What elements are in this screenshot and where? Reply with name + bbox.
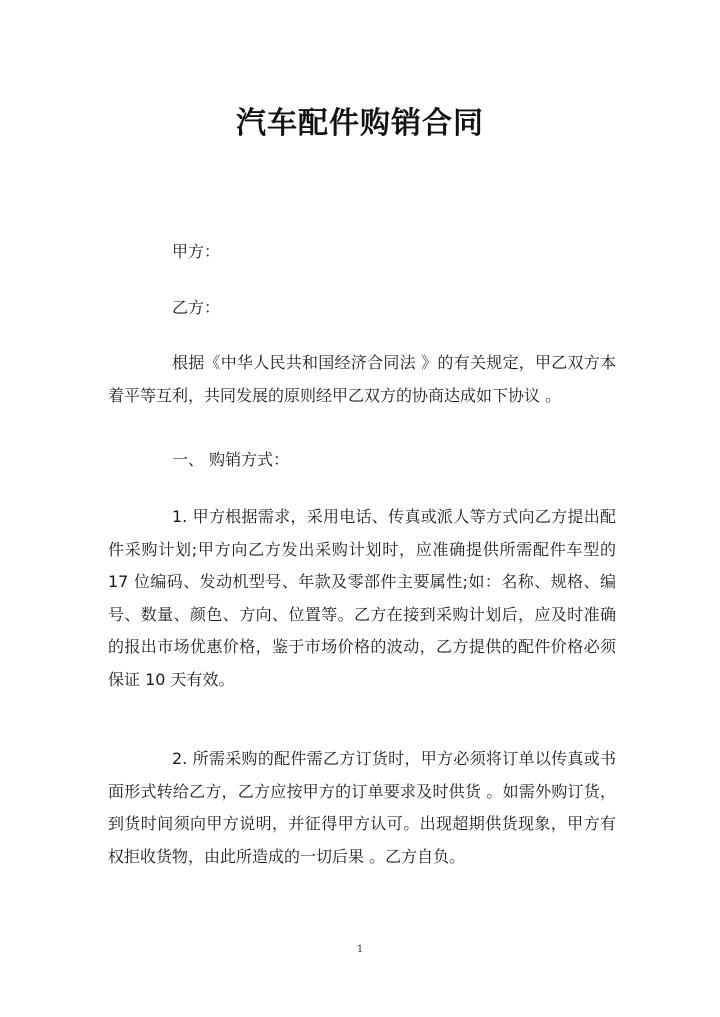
section-heading-purchase-method: 一、 购销方式：	[172, 450, 290, 469]
clause-1-paragraph: 1. 甲方根据需求，采用电话、传真或派人等方式向乙方提出配件采购计划;甲方向乙方发出采购计划时，应准确提供所需配件车型的 17 位编码、发动机型号、年款及零部件主要属性;如：名称、规格、编号、数量、颜色、方向、位置等。乙方在接到采购计划后，应及时准确的报出市场优惠价格，鉴于市场价格的波动，乙方提供的配件价格必须保证 10 天有效。	[108, 507, 616, 689]
contract-title: 汽车配件购销合同	[236, 106, 484, 141]
party-a-label: 甲方：	[172, 242, 221, 261]
preamble-paragraph: 根据《中华人民共和国经济合同法 》的有关规定，甲乙双方本着平等互利，共同发展的原则经甲乙双方的协商达成如下协议 。	[108, 353, 616, 405]
clause-2-paragraph: 2. 所需采购的配件需乙方订货时，甲方必须将订单以传真或书面形式转给乙方，乙方应按甲方的订单要求及时供货 。如需外购订货，到货时间须向甲方说明，并征得甲方认可。出现超期供货现象，甲方有权拒收货物，由此所造成的一切后果 。乙方自负。	[108, 749, 616, 866]
party-b-label: 乙方：	[172, 298, 221, 317]
page-number: 1	[356, 944, 364, 955]
